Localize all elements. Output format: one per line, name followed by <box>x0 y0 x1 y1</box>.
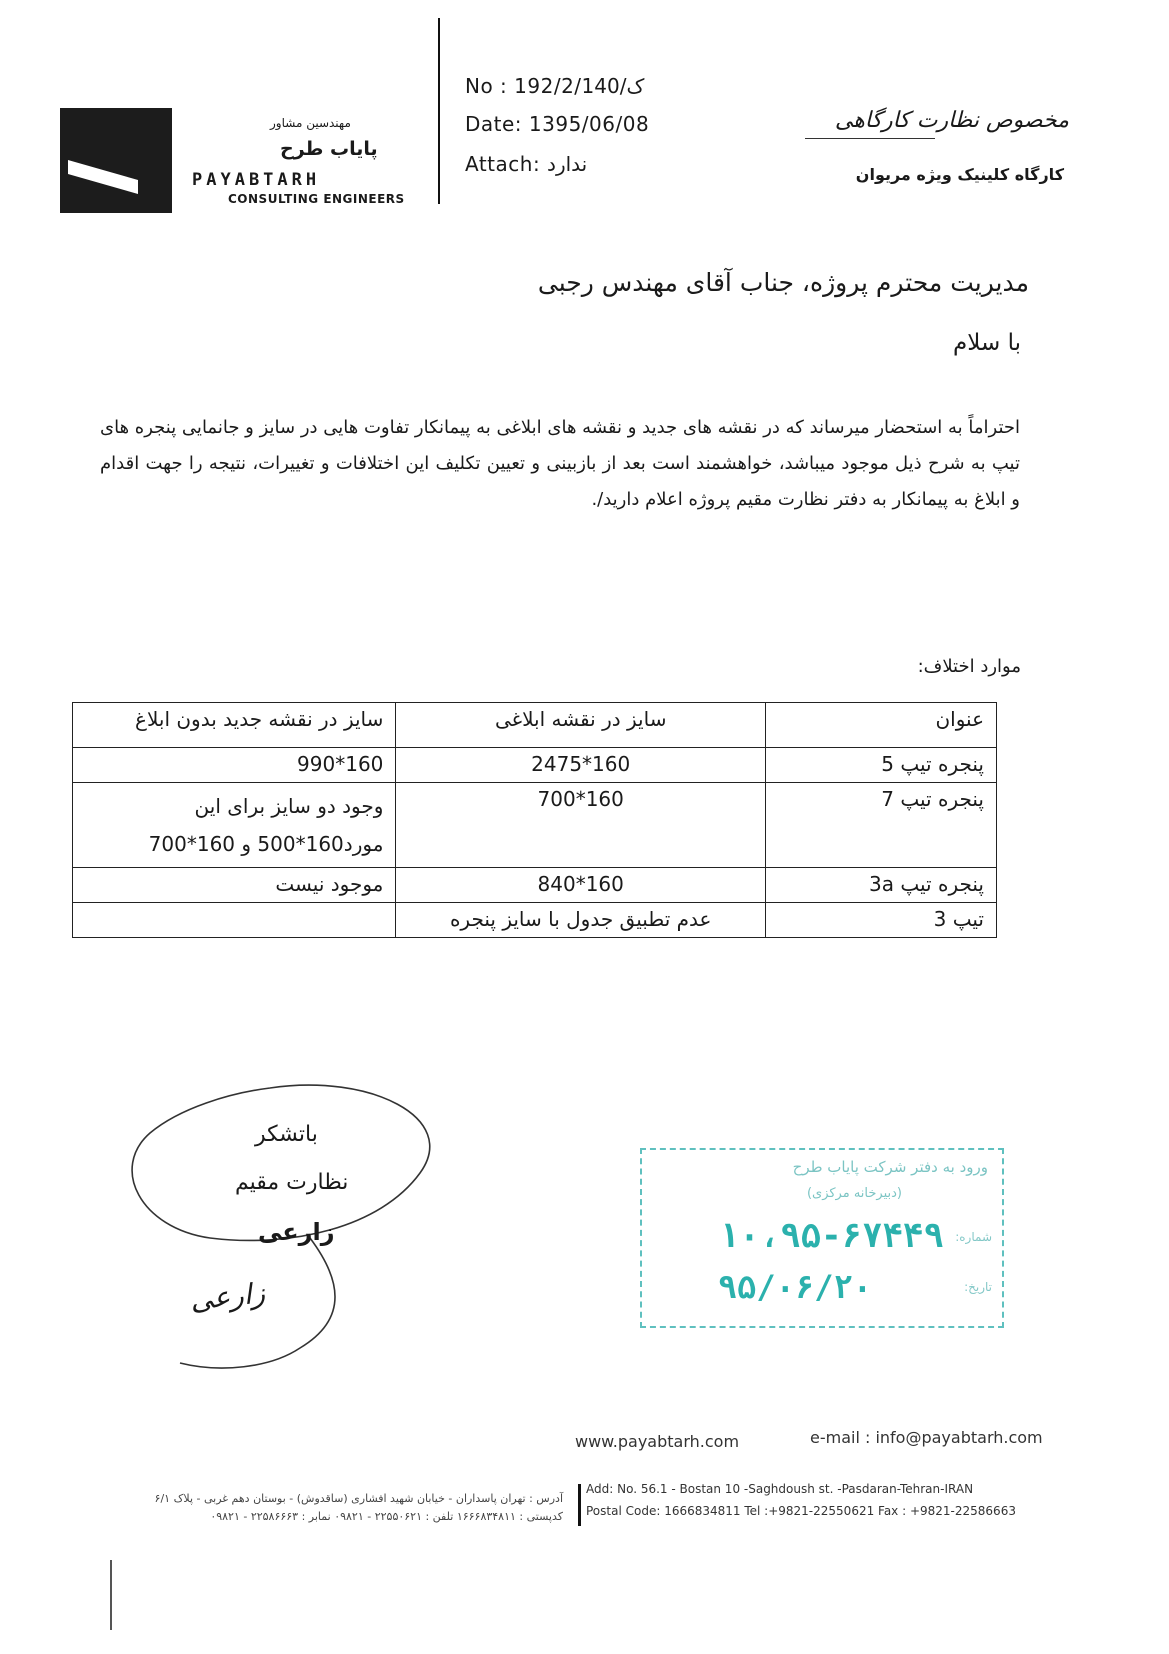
footer-contact-fa: کدپستی : ۱۶۶۶۸۳۴۸۱۱ تلفن : ۲۲۵۵۰۶۲۱ - ۰۹۸۲۱ نمابر : ۲۲۵۸۶۶۶۳ - ۰۹۸۲۱ <box>210 1510 563 1523</box>
row-title: پنجره تیپ 7 <box>766 783 997 868</box>
footer-contact-en: Postal Code: 1666834811 Tel :+9821-22550621 Fax : +9821-22586663 <box>586 1504 1016 1518</box>
row-official-size <box>396 783 766 868</box>
table-header-row <box>73 703 997 748</box>
handwritten-signature: زارعی <box>188 1276 267 1317</box>
signature-thanks: باتشکر <box>255 1122 318 1147</box>
stamp-date-label: تاریخ: <box>964 1280 992 1294</box>
row-new-size <box>73 903 396 938</box>
footer-address-en: Add: No. 56.1 - Bostan 10 -Saghdoush st. -Pasdaran-Tehran-IRAN <box>586 1482 974 1496</box>
signature-name: زارعی <box>258 1218 335 1246</box>
company-name-fa: پایاب طرح <box>280 138 378 160</box>
row-title: پنجره تیپ 3a <box>766 868 997 903</box>
row-new-size <box>73 783 396 868</box>
footer-website: www.payabtarh.com <box>575 1432 740 1451</box>
new-size-value: 990*160 <box>297 752 384 776</box>
table-row <box>73 748 997 783</box>
row-new-size: موجود نیست <box>73 868 396 903</box>
letter-attachment: Attach: ندارد <box>465 152 588 176</box>
header-divider <box>438 18 440 204</box>
confidential-underline <box>805 138 935 139</box>
footer-address-fa: آدرس : تهران پاسداران - خیابان شهید افشاری (ساقدوش) - بوستان دهم غربی - پلاک ۶/۱ <box>154 1492 563 1505</box>
stamp-number-label: شماره: <box>955 1230 992 1244</box>
letter-date: Date: 1395/06/08 <box>465 112 650 136</box>
recipient-line: مدیریت محترم پروژه، جناب آقای مهندس رجبی <box>537 268 1029 297</box>
site-name: کارگاه کلینیک ویژه مریوان <box>855 165 1064 184</box>
row-new-size <box>73 748 396 783</box>
receipt-stamp <box>640 1148 1004 1328</box>
company-type: مهندسین مشاور <box>270 116 351 130</box>
differences-title: موارد اختلاف: <box>917 656 1021 677</box>
row-title: تیپ 3 <box>766 903 997 938</box>
confidential-label: مخصوص نظارت کارگاهی <box>834 108 1069 133</box>
company-name-en: PAYABTARH <box>192 170 321 190</box>
table-row <box>73 868 997 903</box>
official-size-value: 700*160 <box>537 787 624 811</box>
official-size-value: 2475*160 <box>531 752 631 776</box>
header-official-size: سایز در نقشه ابلاغی <box>396 703 766 748</box>
new-size-line: مورد160*500 و 160*700 <box>148 832 384 856</box>
row-official-size: عدم تطبیق جدول با سایز پنجره <box>396 903 766 938</box>
footer-divider <box>578 1484 581 1526</box>
differences-table <box>72 702 997 938</box>
stamp-subtitle: (دبیرخانه مرکزی) <box>806 1186 902 1201</box>
table-row <box>73 783 997 868</box>
letter-paragraph: احتراماً به استحضار میرساند که در نقشه های جدید و نقشه های ابلاغی به پیمانکار تفاوت هایی در سایز و جانمایی پنجره های تیپ به شرح ذیل موجود میباشد، خواهشمند است بعد از بازبینی و تعیین تکلیف این اختلافات و تغییرات، نتیجه را جهت اقدام و ابلاغ به پیمانکار به دفتر نظارت مقیم پروژه اعلام دارید/. <box>100 417 1020 510</box>
official-size-value: 840*160 <box>537 872 624 896</box>
new-size-line: وجود دو سایز برای این <box>194 794 384 818</box>
company-subtitle-en: CONSULTING ENGINEERS <box>228 192 405 206</box>
stamp-number: ۱۰،۹۵-۶۷۴۴۹ <box>718 1216 944 1256</box>
letter-number: No : 192/2/ک/140 <box>465 74 645 98</box>
footer-email: e-mail : info@payabtarh.com <box>810 1428 1043 1447</box>
header-title: عنوان <box>766 703 997 748</box>
company-logo-icon <box>60 108 172 213</box>
header-new-size: سایز در نقشه جدید بدون ابلاغ <box>73 703 396 748</box>
row-official-size <box>396 868 766 903</box>
row-official-size <box>396 748 766 783</box>
table-row <box>73 903 997 938</box>
greeting: با سلام <box>953 330 1021 356</box>
signature-role: نظارت مقیم <box>235 1170 349 1195</box>
row-title: پنجره تیپ 5 <box>766 748 997 783</box>
stamp-date: ۹۵/۰۶/۲۰ <box>717 1268 872 1306</box>
stamp-header: ورود به دفتر شرکت پایاب طرح <box>792 1158 988 1176</box>
margin-mark <box>110 1560 112 1630</box>
